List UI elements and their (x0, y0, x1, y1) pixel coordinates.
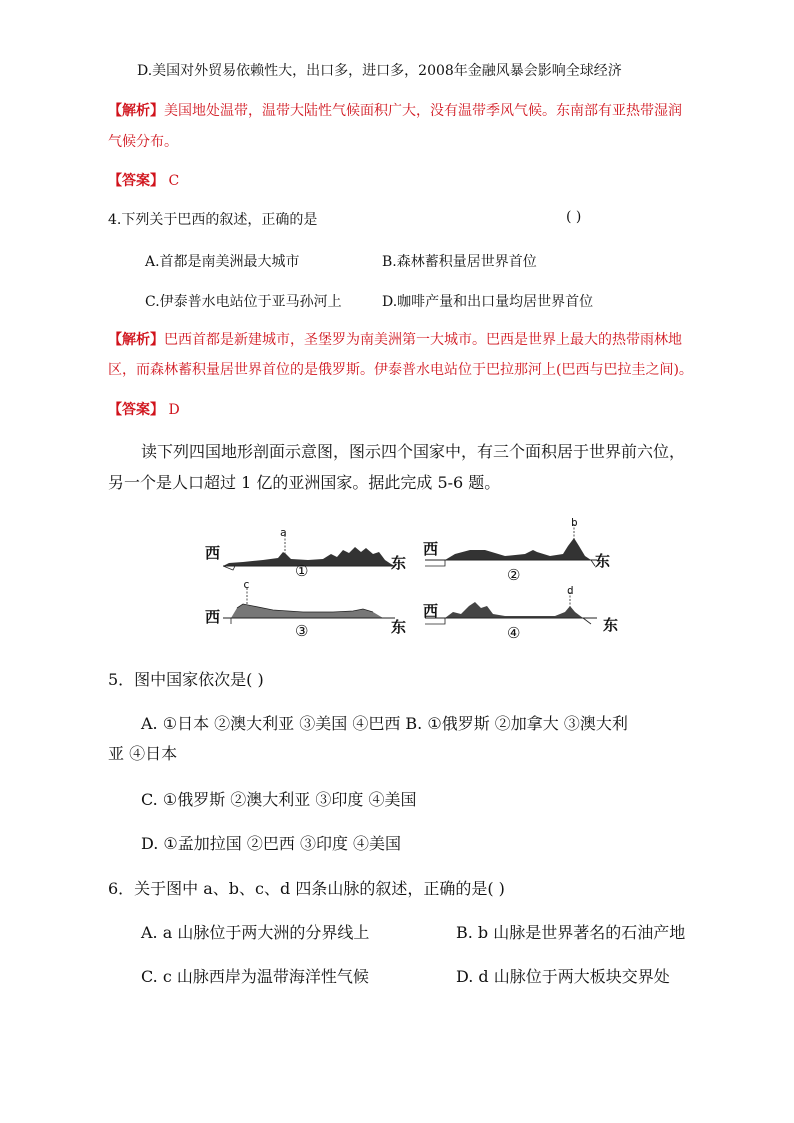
q4-option-a: A.首都是南美洲最大城市 (145, 254, 300, 270)
q3-option-d: D.美国对外贸易依赖性大，出口多，进口多，2008年金融风暴会影响全球经济 (137, 63, 622, 79)
q6-stem: 6．关于图中 a、b、c、d 四条山脉的叙述，正确的是( ) (108, 879, 505, 898)
q4-analysis-line2: 区，而森林蓄积量居世界首位的是俄罗斯。伊泰普水电站位于巴拉那河上(巴西与巴拉圭之间)。 (108, 362, 693, 378)
east-label: 东 (603, 616, 619, 634)
answer-tag: 【答案】 (108, 402, 164, 418)
intro-line1: 读下列四国地形剖面示意图，图示四个国家中，有三个面积居于世界前六位， (141, 442, 686, 461)
profile-number-4: ④ (507, 624, 521, 642)
peak-label-c: c (243, 578, 250, 591)
west-label: 西 (423, 602, 439, 620)
q3-answer (108, 170, 179, 190)
answer-tag: 【答案】 (108, 173, 164, 189)
q6-option-c: C. c 山脉西岸为温带海洋性气候 (141, 967, 369, 986)
peak-label-a: a (280, 526, 287, 539)
west-label: 西 (205, 544, 221, 562)
q3-analysis-line2: 气候分布。 (108, 134, 178, 150)
q4-option-b: B.森林蓄积量居世界首位 (382, 254, 537, 270)
east-label: 东 (391, 618, 407, 636)
q4-option-c: C.伊泰普水电站位于亚马孙河上 (145, 294, 342, 310)
east-label: 东 (391, 554, 407, 572)
analysis-tag: 【解析】 (108, 332, 164, 348)
west-label: 西 (205, 608, 221, 626)
intro-line2: 另一个是人口超过 1 亿的亚洲国家。据此完成 5-6 题。 (108, 473, 501, 492)
q3-analysis-line1 (108, 100, 682, 120)
q5-option-d: D. ①孟加拉国 ②巴西 ③印度 ④美国 (141, 834, 402, 853)
q5-option-c: C. ①俄罗斯 ②澳大利亚 ③印度 ④美国 (141, 790, 417, 809)
q4-answer (108, 399, 180, 419)
q5-options-ab-cont: 亚 ④日本 (108, 744, 178, 763)
terrain-profile-figure (195, 510, 625, 640)
q4-option-d: D.咖啡产量和出口量均居世界首位 (382, 294, 594, 310)
q4-blank: ( ) (566, 209, 582, 225)
q6-option-a: A. a 山脉位于两大洲的分界线上 (141, 923, 370, 942)
q6-option-b: B. b 山脉是世界著名的石油产地 (456, 923, 686, 942)
q5-options-ab: A. ①日本 ②澳大利亚 ③美国 ④巴西 B. ①俄罗斯 ②加拿大 ③澳大利 (141, 714, 628, 733)
q4-stem: 4.下列关于巴西的叙述，正确的是 (108, 212, 318, 228)
profile-number-3: ③ (295, 622, 309, 640)
analysis-tag: 【解析】 (108, 103, 164, 119)
profile-number-2: ② (507, 566, 521, 584)
analysis-text: 美国地处温带，温带大陆性气候面积广大，没有温带季风气候。东南部有亚热带湿润 (164, 103, 682, 119)
q4-analysis-line1 (108, 329, 682, 349)
answer-value: D (168, 402, 180, 418)
terrain-profile-1 (223, 530, 395, 572)
q6-option-d: D. d 山脉位于两大板块交界处 (456, 967, 670, 986)
west-label: 西 (423, 540, 439, 558)
answer-value: C (168, 173, 180, 189)
profile-number-1: ① (295, 562, 309, 580)
peak-label-d: d (567, 584, 574, 597)
q5-stem: 5．图中国家依次是( ) (108, 670, 264, 689)
terrain-profile-2 (425, 520, 597, 570)
terrain-profile-3 (223, 584, 395, 630)
analysis-text: 巴西首都是新建城市，圣堡罗为南美洲第一大城市。巴西是世界上最大的热带雨林地 (164, 332, 682, 348)
peak-label-b: b (571, 516, 578, 529)
east-label: 东 (595, 552, 611, 570)
